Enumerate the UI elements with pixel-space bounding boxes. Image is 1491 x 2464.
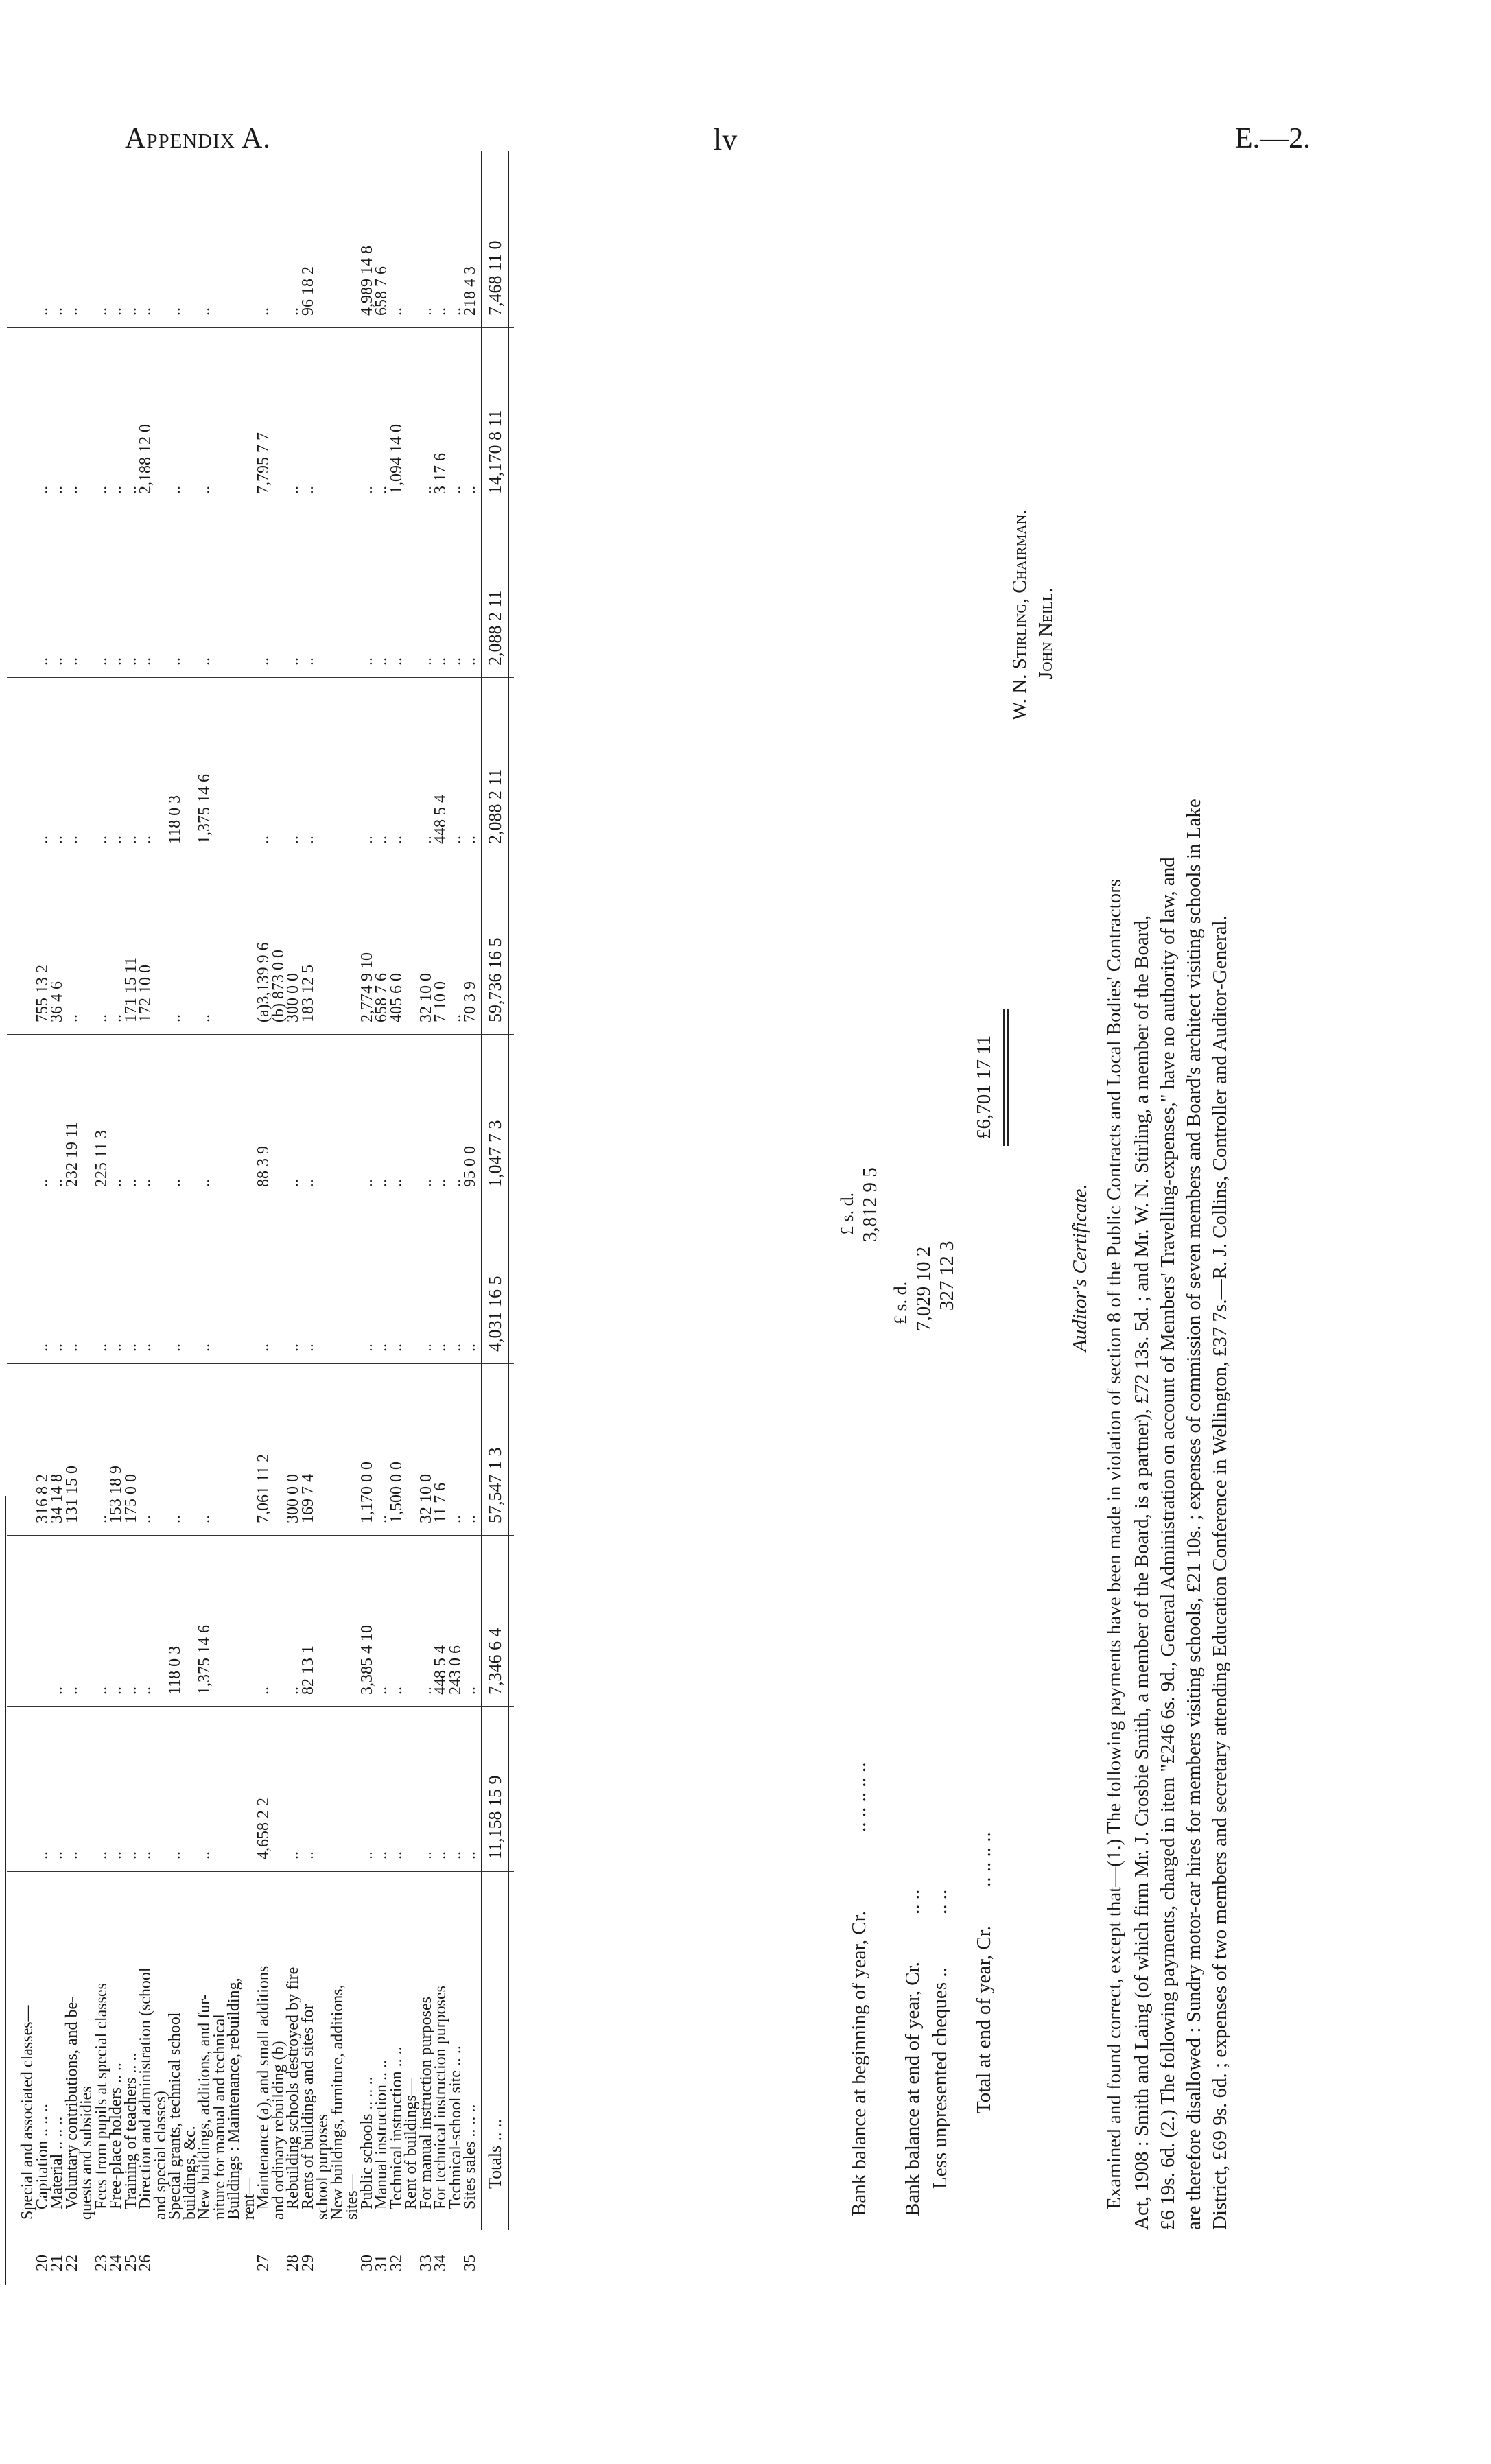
- table-cell: ..: [284, 1344, 302, 1352]
- row-number: 35: [461, 2255, 479, 2271]
- row-number: 23: [92, 2255, 110, 2271]
- table-cell: ..: [48, 1344, 66, 1352]
- column-divider: [7, 1706, 514, 1707]
- table-cell: ..: [107, 1344, 125, 1352]
- bank-end-value: 7,029 10 2: [913, 1246, 935, 1331]
- bank-less-dots: .. ..: [929, 1889, 951, 1914]
- table-cell: ..: [107, 307, 125, 316]
- table-cell: ..: [121, 836, 140, 844]
- table-cell: 658 7 6: [373, 266, 390, 316]
- row-number: 20: [33, 2255, 51, 2271]
- row-label: sites—: [343, 2174, 361, 2220]
- totals-label: Totals .. ..: [484, 2118, 505, 2189]
- table-cell: ..: [373, 486, 390, 494]
- row-label: Technical-school site .. ..: [446, 2045, 465, 2209]
- table-cell: ..: [92, 1014, 110, 1022]
- table-cell: ..: [137, 1344, 154, 1352]
- row-label: Rents of buildings and sites for: [298, 2004, 317, 2209]
- table-cell: ..: [387, 307, 406, 316]
- bank-less-label: Less unpresented cheques ..: [929, 1967, 951, 2189]
- table-cell: ..: [121, 1687, 140, 1695]
- table-cell: ..: [357, 657, 376, 666]
- table-cell: ..: [298, 486, 317, 494]
- table-cell: ..: [137, 307, 154, 316]
- row-label: For technical instruction purposes: [432, 1986, 449, 2209]
- table-cell: ..: [121, 307, 140, 316]
- certificate-title: Auditor's Certificate.: [1069, 1184, 1091, 1352]
- totals-cell: 57,547 1 3: [484, 1447, 505, 1523]
- table-cell: ..: [387, 1344, 406, 1352]
- table-cell: ..: [432, 1179, 449, 1187]
- table-cell: ..: [432, 307, 449, 316]
- table-cell: 1,375 14 6: [196, 774, 213, 844]
- table-cell: 32 10 0: [416, 973, 435, 1022]
- table-cell: ..: [107, 1851, 125, 1859]
- table-cell: ..: [92, 1851, 110, 1859]
- table-cell: ..: [373, 836, 390, 844]
- totals-cell: 4,031 16 5: [484, 1276, 505, 1352]
- bank-total-value: £6,701 17 11: [973, 1035, 995, 1139]
- table-cell: ..: [387, 1687, 406, 1695]
- table-cell: ..: [166, 1851, 184, 1859]
- table-cell: 218 4 3: [461, 266, 479, 316]
- table-cell: ..: [196, 1344, 213, 1352]
- table-cell: ..: [48, 836, 66, 844]
- table-cell: 300 0 0: [284, 973, 302, 1022]
- table-cell: ..: [373, 1179, 390, 1187]
- table-cell: ..: [107, 1179, 125, 1187]
- table-cell: ..: [357, 1179, 376, 1187]
- table-cell: 405 6 0: [387, 973, 406, 1022]
- table-cell: (a)3,139 9 6: [255, 942, 272, 1022]
- table-cell: 118 0 3: [166, 795, 184, 844]
- totals-cell: 2,088 2 11: [484, 590, 505, 666]
- table-cell: ..: [298, 1344, 317, 1352]
- row-label: Free-place holders .. ..: [107, 2063, 125, 2209]
- table-cell: ..: [416, 307, 435, 316]
- table-cell: ..: [387, 1851, 406, 1859]
- table-cell: 4,658 2 2: [255, 1798, 272, 1859]
- table-cell: ..: [121, 1179, 140, 1187]
- column-divider: [7, 1034, 514, 1035]
- table-cell: ..: [33, 486, 51, 494]
- row-label: niture for manual and technical: [210, 2014, 228, 2220]
- table-cell: 7 10 0: [432, 981, 449, 1022]
- table-cell: ..: [298, 1851, 317, 1859]
- table-cell: 1,170 0 0: [357, 1462, 376, 1523]
- bank-total-dots: .. .. .. ..: [973, 1832, 995, 1887]
- table-cell: 171 15 11: [121, 957, 140, 1022]
- table-cell: ..: [432, 1851, 449, 1859]
- table-cell: ..: [284, 1687, 302, 1695]
- table-cell: 3 17 6: [432, 453, 449, 494]
- table-cell: ..: [373, 1687, 390, 1695]
- table-cell: ..: [33, 1851, 51, 1859]
- table-cell: ..: [461, 1851, 479, 1859]
- table-cell: ..: [446, 1851, 465, 1859]
- certificate-line-5: District, £69 9s. 6d. ; expenses of two members and secretary attending Education Conference in Wellington, £37 7s.—R. J. Collins, Controller and Auditor-General.: [1209, 915, 1231, 2230]
- row-label: Direction and administration (school: [137, 1967, 154, 2209]
- table-cell: ..: [166, 1014, 184, 1022]
- table-top-rule: [5, 1496, 6, 2285]
- table-cell: ..: [92, 1687, 110, 1695]
- table-cell: ..: [461, 1687, 479, 1695]
- table-cell: ..: [461, 1515, 479, 1523]
- table-cell: 232 19 11: [62, 1121, 81, 1187]
- table-cell: ..: [284, 836, 302, 844]
- signature-member: John Neill.: [1035, 587, 1057, 679]
- row-label: Maintenance (a), and small additions: [255, 1965, 272, 2209]
- table-cell: ..: [107, 836, 125, 844]
- table-cell: ..: [387, 836, 406, 844]
- table-cell: 95 0 0: [461, 1146, 479, 1187]
- table-cell: ..: [461, 836, 479, 844]
- table-cell: ..: [298, 836, 317, 844]
- row-label: Public schools .. .. ..: [357, 2076, 376, 2209]
- row-label: For manual instruction purposes: [416, 1997, 435, 2209]
- table-cell: ..: [166, 1344, 184, 1352]
- bank-end-lsd-header: £ s. d.: [891, 1281, 911, 1324]
- table-cell: 316 8 2: [33, 1474, 51, 1523]
- table-cell: ..: [107, 1014, 125, 1022]
- table-cell: ..: [284, 307, 302, 316]
- totals-cell: 7,468 11 0: [484, 240, 505, 316]
- row-label: Training of teachers .. ..: [121, 2052, 140, 2209]
- table-cell: ..: [461, 486, 479, 494]
- table-cell: ..: [62, 1344, 81, 1352]
- row-label: Special and associated classes—: [19, 2005, 36, 2220]
- bank-total-label: Total at end of year, Cr.: [973, 1925, 995, 2113]
- table-cell: ..: [137, 657, 154, 666]
- table-cell: ..: [255, 836, 272, 844]
- row-number: 26: [137, 2255, 154, 2271]
- row-label: Special grants, technical school: [166, 2012, 184, 2220]
- totals-cell: 1,047 7 3: [484, 1120, 505, 1187]
- table-cell: ..: [446, 1179, 465, 1187]
- column-divider: [7, 1363, 514, 1364]
- table-cell: 2,188 12 0: [137, 424, 154, 494]
- bank-end-label: Bank balance at end of year, Cr.: [902, 1962, 924, 2216]
- table-cell: ..: [33, 657, 51, 666]
- bank-begin-lsd-header: £ s. d.: [837, 1192, 857, 1235]
- row-number: 30: [357, 2255, 376, 2271]
- row-number: 34: [432, 2255, 449, 2271]
- table-cell: ..: [373, 1515, 390, 1523]
- row-number: 31: [373, 2255, 390, 2271]
- certificate-line-4: are therefore disallowed : Sundry motor-car hires for members visiting schools, £21 10s. ; expenses of commission of seven members and Board's architect visiting schools in Lake: [1183, 799, 1205, 2230]
- table-cell: ..: [255, 1687, 272, 1695]
- row-label: Fees from pupils at special classes: [92, 1983, 110, 2209]
- table-cell: ..: [432, 1344, 449, 1352]
- table-cell: 243 0 6: [446, 1645, 465, 1695]
- table-cell: ..: [357, 486, 376, 494]
- table-cell: ..: [461, 657, 479, 666]
- rotated-page-body: [0, 172, 1338, 2299]
- table-cell: 88 3 9: [255, 1146, 272, 1187]
- table-cell: 131 15 0: [62, 1466, 81, 1523]
- table-cell: 183 12 5: [298, 965, 317, 1022]
- table-cell: ..: [33, 307, 51, 316]
- table-cell: ..: [166, 307, 184, 316]
- table-cell: ..: [121, 657, 140, 666]
- bank-total-double-rule: [1003, 1009, 1005, 1146]
- table-cell: ..: [62, 307, 81, 316]
- table-cell: 300 0 0: [284, 1474, 302, 1523]
- row-label: rent—: [239, 2177, 258, 2220]
- row-label: and special classes): [151, 2091, 169, 2220]
- totals-top-rule: [481, 151, 482, 2230]
- table-cell: ..: [137, 1179, 154, 1187]
- row-number: 25: [121, 2255, 140, 2271]
- table-cell: ..: [92, 486, 110, 494]
- table-cell: 169 7 4: [298, 1474, 317, 1523]
- certificate-line-2: Act, 1908 : Smith and Laing (of which firm Mr. J. Crosbie Smith, a member of the Board, is a partner), £72 13s. 5d. ; and Mr. W. N. Stirling, a member of the Board,: [1131, 915, 1153, 2230]
- table-cell: ..: [255, 657, 272, 666]
- row-label: Capitation .. .. ..: [33, 2104, 51, 2209]
- table-cell: ..: [196, 657, 213, 666]
- row-label: Rebuilding schools destroyed by fire: [284, 1967, 302, 2209]
- table-cell: ..: [196, 1851, 213, 1859]
- bank-begin-label: Bank balance at beginning of year, Cr.: [848, 1911, 870, 2216]
- table-cell: ..: [255, 307, 272, 316]
- table-cell: ..: [446, 1344, 465, 1352]
- table-cell: 32 10 0: [416, 1474, 435, 1523]
- table-cell: ..: [48, 307, 66, 316]
- bank-end-dots: .. ..: [902, 1889, 924, 1914]
- table-cell: 11 7 6: [432, 1482, 449, 1523]
- table-cell: 1,375 14 6: [196, 1625, 213, 1695]
- table-cell: 34 14 8: [48, 1474, 66, 1523]
- table-cell: ..: [357, 836, 376, 844]
- totals-cell: 59,736 16 5: [484, 937, 505, 1022]
- table-cell: ..: [62, 657, 81, 666]
- table-cell: ..: [166, 657, 184, 666]
- table-cell: ..: [357, 1851, 376, 1859]
- row-label: Sites sales .. .. ..: [461, 2104, 479, 2209]
- table-cell: ..: [446, 1014, 465, 1022]
- table-cell: ..: [446, 1515, 465, 1523]
- bank-less-value: 327 12 3: [936, 1241, 958, 1311]
- row-label: school purposes: [314, 2114, 331, 2220]
- document-reference: E.—2.: [1235, 123, 1311, 154]
- table-cell: ..: [446, 486, 465, 494]
- table-cell: 1,094 14 0: [387, 424, 406, 494]
- column-divider: [7, 1871, 514, 1872]
- table-cell: ..: [416, 486, 435, 494]
- table-cell: (b) 873 0 0: [269, 950, 287, 1022]
- table-cell: ..: [432, 657, 449, 666]
- table-cell: ..: [196, 486, 213, 494]
- table-cell: ..: [137, 1687, 154, 1695]
- table-cell: ..: [107, 1687, 125, 1695]
- row-number: 33: [416, 2255, 435, 2271]
- row-number: 32: [387, 2255, 406, 2271]
- table-cell: ..: [62, 486, 81, 494]
- table-cell: ..: [284, 657, 302, 666]
- row-number: 22: [62, 2255, 81, 2271]
- table-cell: ..: [461, 1344, 479, 1352]
- table-cell: ..: [446, 307, 465, 316]
- table-cell: ..: [446, 657, 465, 666]
- table-cell: ..: [196, 1515, 213, 1523]
- table-cell: 4,989 14 8: [357, 246, 376, 316]
- table-cell: ..: [137, 1515, 154, 1523]
- table-cell: ..: [33, 1179, 51, 1187]
- table-cell: ..: [284, 486, 302, 494]
- table-cell: 448 5 4: [432, 795, 449, 844]
- table-cell: ..: [33, 836, 51, 844]
- table-cell: ..: [357, 1344, 376, 1352]
- table-cell: ..: [416, 1179, 435, 1187]
- certificate-line-3: £6 19s. 6d. (2.) The following payments, charged in item "£246 6s. 9d., General Administration on account of Members' Travelling-expenses," have no authority of law, and: [1157, 857, 1179, 2230]
- totals-cell: 11,158 15 9: [484, 1775, 505, 1859]
- table-cell: ..: [196, 1014, 213, 1022]
- row-label: New buildings, furniture, additions,: [328, 1984, 347, 2220]
- table-cell: ..: [121, 1344, 140, 1352]
- table-cell: 7,061 11 2: [255, 1453, 272, 1523]
- row-number: 21: [48, 2255, 66, 2271]
- table-cell: ..: [62, 1687, 81, 1695]
- table-cell: ..: [416, 1851, 435, 1859]
- table-cell: ..: [387, 1179, 406, 1187]
- table-cell: ..: [33, 1344, 51, 1352]
- table-cell: 172 10 0: [137, 965, 154, 1022]
- table-cell: ..: [298, 657, 317, 666]
- table-cell: ..: [373, 657, 390, 666]
- row-label: Buildings : Maintenance, rebuilding,: [225, 1978, 243, 2220]
- column-divider: [7, 677, 514, 678]
- table-cell: ..: [196, 307, 213, 316]
- table-cell: ..: [92, 1515, 110, 1523]
- table-cell: 658 7 6: [373, 973, 390, 1022]
- table-cell: ..: [62, 836, 81, 844]
- table-cell: ..: [92, 836, 110, 844]
- table-cell: ..: [387, 657, 406, 666]
- row-label: Rent of buildings—: [402, 2078, 420, 2209]
- table-cell: 118 0 3: [166, 1645, 184, 1695]
- table-cell: 96 18 2: [298, 266, 317, 316]
- table-cell: ..: [446, 836, 465, 844]
- table-cell: ..: [373, 1344, 390, 1352]
- row-label: Technical instruction .. ..: [387, 2046, 406, 2209]
- table-cell: ..: [373, 1851, 390, 1859]
- table-cell: ..: [62, 1014, 81, 1022]
- totals-cell: 7,346 6 4: [484, 1628, 505, 1695]
- table-cell: ..: [48, 1687, 66, 1695]
- totals-cell: 2,088 2 11: [484, 768, 505, 844]
- table-cell: 36 4 6: [48, 981, 66, 1022]
- table-cell: ..: [92, 1344, 110, 1352]
- signature-chairman: W. N. Stirling, Chairman.: [1009, 509, 1031, 720]
- table-cell: ..: [416, 1687, 435, 1695]
- table-cell: ..: [196, 1179, 213, 1187]
- row-number: 24: [107, 2255, 125, 2271]
- table-cell: ..: [416, 836, 435, 844]
- table-cell: ..: [62, 1851, 81, 1859]
- bank-total-double-rule-2: [1007, 1009, 1009, 1146]
- row-label: Manual instruction .. ..: [373, 2060, 390, 2209]
- table-cell: 448 5 4: [432, 1645, 449, 1695]
- table-cell: ..: [284, 1179, 302, 1187]
- row-number: 27: [255, 2255, 272, 2271]
- bank-begin-value: 3,812 9 5: [859, 1167, 881, 1242]
- table-cell: ..: [166, 1179, 184, 1187]
- table-cell: ..: [255, 1344, 272, 1352]
- row-label: Material .. .. ..: [48, 2116, 66, 2209]
- table-cell: ..: [92, 657, 110, 666]
- totals-bottom-rule: [508, 151, 509, 2230]
- table-cell: ..: [298, 1179, 317, 1187]
- totals-cell: 14,170 8 11: [484, 410, 505, 494]
- table-cell: ..: [416, 657, 435, 666]
- table-cell: ..: [48, 1851, 66, 1859]
- column-divider: [7, 1535, 514, 1536]
- table-cell: ..: [48, 657, 66, 666]
- table-cell: ..: [121, 486, 140, 494]
- table-cell: ..: [416, 1344, 435, 1352]
- table-cell: ..: [48, 1179, 66, 1187]
- column-divider: [7, 327, 514, 328]
- row-label: and ordinary rebuilding (b): [269, 2041, 287, 2220]
- table-cell: 7,795 7 7: [255, 432, 272, 494]
- table-cell: ..: [166, 486, 184, 494]
- bank-begin-dots: .. .. .. .. ..: [848, 1762, 870, 1832]
- table-cell: 2,774 9 10: [357, 952, 376, 1022]
- row-number: 28: [284, 2255, 302, 2271]
- row-label: quests and subsidies: [78, 2086, 95, 2220]
- table-cell: ..: [137, 836, 154, 844]
- table-cell: ..: [137, 1851, 154, 1859]
- certificate-line-1: Examined and found correct, except that—(1.) The following payments have been made in violation of section 8 of the Public Contracts and Local Bodies' Contractors: [1103, 878, 1125, 2209]
- row-label: buildings, &c.: [180, 2126, 199, 2220]
- table-cell: ..: [48, 486, 66, 494]
- table-cell: 153 18 9: [107, 1466, 125, 1523]
- table-cell: ..: [166, 1515, 184, 1523]
- table-cell: ..: [284, 1851, 302, 1859]
- table-cell: 225 11 3: [92, 1129, 110, 1187]
- table-cell: ..: [92, 307, 110, 316]
- table-cell: 82 13 1: [298, 1645, 317, 1695]
- table-cell: 175 0 0: [121, 1474, 140, 1523]
- table-cell: 3,385 4 10: [357, 1625, 376, 1695]
- page-number: lv: [714, 123, 738, 156]
- appendix-heading: Appendix A.: [125, 123, 271, 154]
- table-cell: ..: [107, 486, 125, 494]
- row-number: 29: [298, 2255, 317, 2271]
- table-cell: 1,500 0 0: [387, 1462, 406, 1523]
- table-cell: ..: [107, 657, 125, 666]
- table-cell: 70 3 9: [461, 981, 479, 1022]
- row-label: New buildings, additions, and fur-: [196, 1994, 213, 2220]
- row-label: Voluntary contributions, and be-: [62, 1996, 81, 2209]
- table-cell: ..: [121, 1851, 140, 1859]
- table-cell: 755 13 2: [33, 965, 51, 1022]
